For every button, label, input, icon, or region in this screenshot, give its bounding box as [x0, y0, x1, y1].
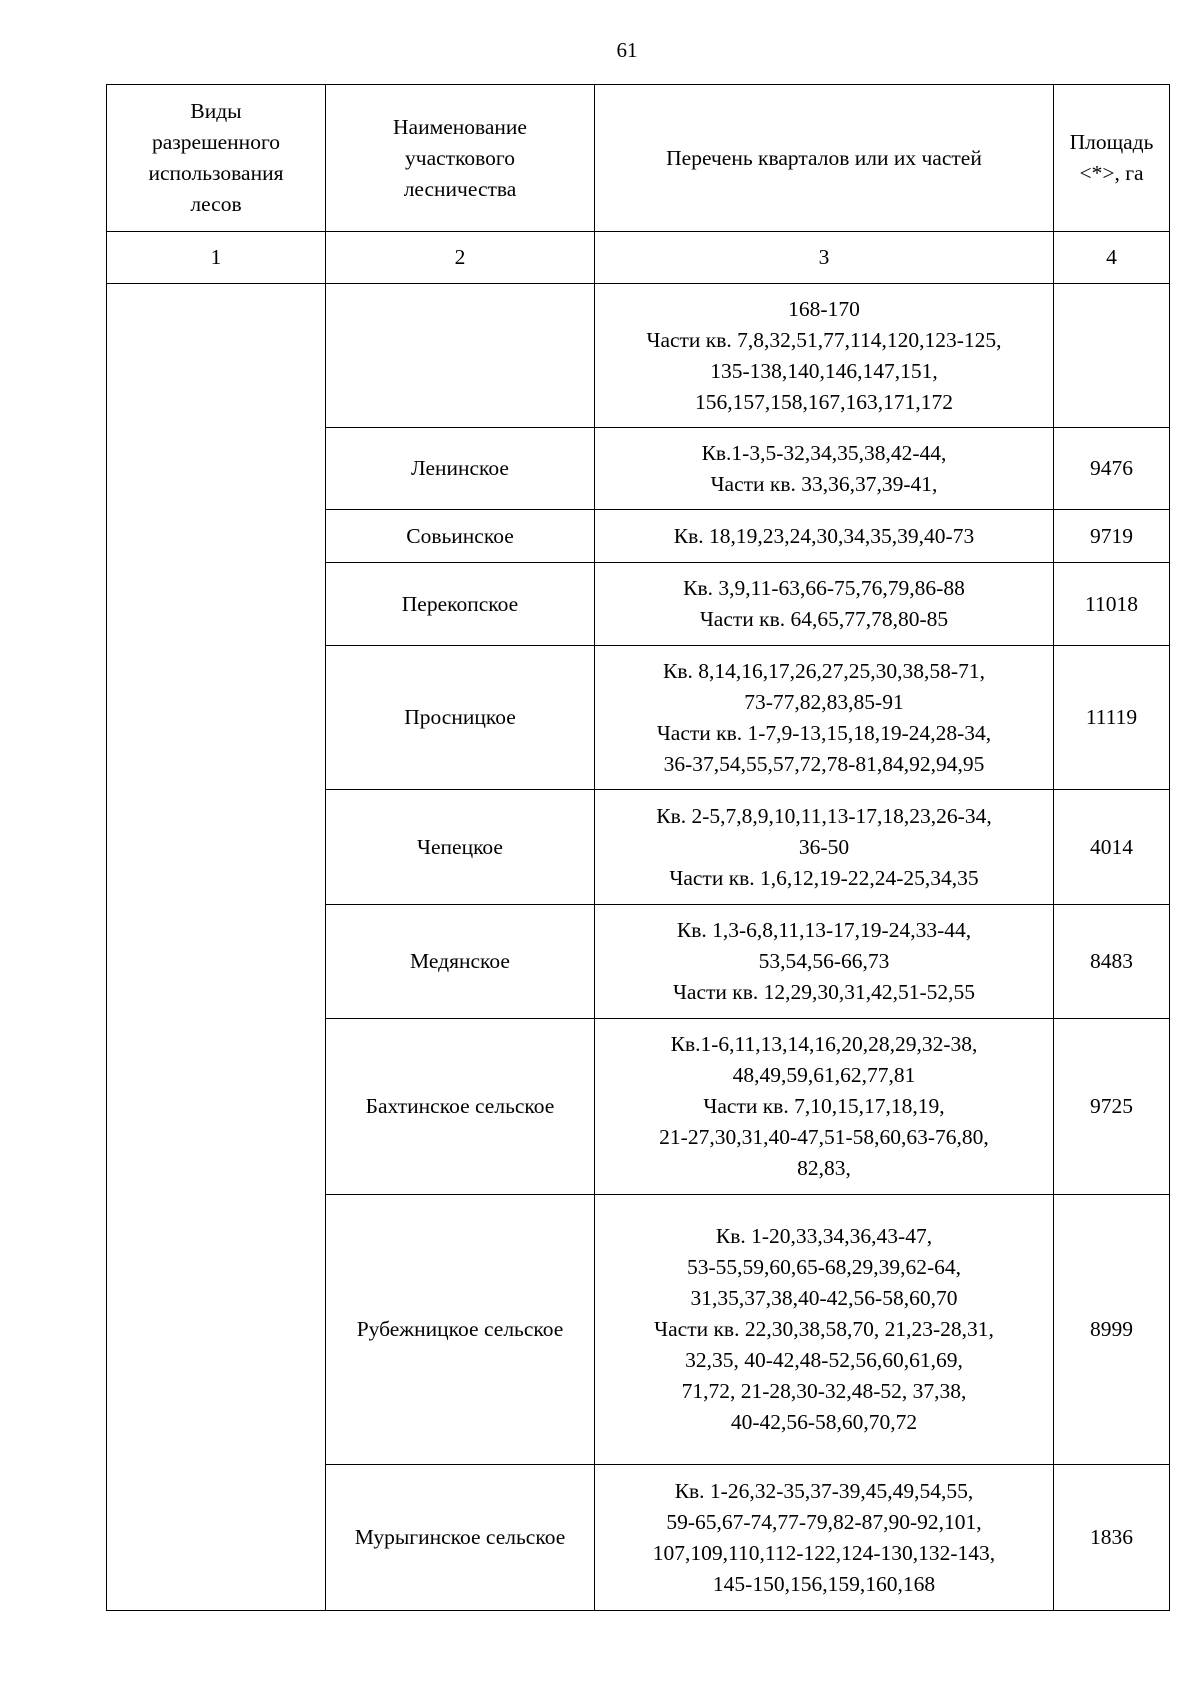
table-row: [107, 284, 1170, 428]
area-value: 1836: [1054, 1465, 1170, 1611]
column-number: 4: [1054, 232, 1170, 284]
area-value: 9725: [1054, 1019, 1170, 1195]
quarters-list: Кв.1-6,11,13,14,16,20,28,29,32-38, 48,49,59,61,62,77,81 Части кв. 7,10,15,17,18,19, 21-27,30,31,40-47,51-58,60,63-76,80, 82,83,: [595, 1019, 1054, 1195]
table-header-row: [107, 85, 1170, 232]
district-name: [326, 284, 595, 428]
quarters-list: Кв. 1-20,33,34,36,43-47, 53-55,59,60,65-68,29,39,62-64, 31,35,37,38,40-42,56-58,60,70 Части кв. 22,30,38,58,70, 21,23-28,31, 32,35, 40-42,48-52,56,60,61,69, 71,72, 21-28,30-32,48-52, 37,38, 40-42,56-58,60,70,72: [595, 1195, 1054, 1465]
quarters-list: Кв. 2-5,7,8,9,10,11,13-17,18,23,26-34, 36-50 Части кв. 1,6,12,19-22,24-25,34,35: [595, 790, 1054, 905]
district-name: Перекопское: [326, 563, 595, 646]
area-value: 8999: [1054, 1195, 1170, 1465]
column-number-row: [107, 232, 1170, 284]
forest-quarters-table: [106, 84, 1170, 1611]
header-district-name: Наименование участкового лесничества: [326, 85, 595, 232]
district-name: Медянское: [326, 905, 595, 1019]
area-value: 11018: [1054, 563, 1170, 646]
quarters-list: Кв.1-3,5-32,34,35,38,42-44, Части кв. 33,36,37,39-41,: [595, 428, 1054, 510]
usage-type-cell: [107, 284, 326, 1611]
column-number: 2: [326, 232, 595, 284]
column-number: 1: [107, 232, 326, 284]
header-area: Площадь <*>, га: [1054, 85, 1170, 232]
area-value: [1054, 284, 1170, 428]
district-name: Бахтинское сельское: [326, 1019, 595, 1195]
area-value: 8483: [1054, 905, 1170, 1019]
page-number: 61: [616, 38, 638, 62]
area-value: 11119: [1054, 646, 1170, 790]
quarters-list: Кв. 8,14,16,17,26,27,25,30,38,58-71, 73-77,82,83,85-91 Части кв. 1-7,9-13,15,18,19-24,28-34, 36-37,54,55,57,72,78-81,84,92,94,95: [595, 646, 1054, 790]
area-value: 9719: [1054, 510, 1170, 563]
district-name: Совьинское: [326, 510, 595, 563]
district-name: Ленинское: [326, 428, 595, 510]
column-number: 3: [595, 232, 1054, 284]
quarters-list: Кв. 3,9,11-63,66-75,76,79,86-88 Части кв. 64,65,77,78,80-85: [595, 563, 1054, 646]
quarters-list: 168-170 Части кв. 7,8,32,51,77,114,120,123-125, 135-138,140,146,147,151, 156,157,158,167,163,171,172: [595, 284, 1054, 428]
area-value: 4014: [1054, 790, 1170, 905]
header-usage-types: Виды разрешенного использования лесов: [107, 85, 326, 232]
district-name: Рубежницкое сельское: [326, 1195, 595, 1465]
district-name: Мурыгинское сельское: [326, 1465, 595, 1611]
quarters-list: Кв. 1,3-6,8,11,13-17,19-24,33-44, 53,54,56-66,73 Части кв. 12,29,30,31,42,51-52,55: [595, 905, 1054, 1019]
header-quarters-list: Перечень кварталов или их частей: [595, 85, 1054, 232]
area-value: 9476: [1054, 428, 1170, 510]
district-name: Просницкое: [326, 646, 595, 790]
quarters-list: Кв. 18,19,23,24,30,34,35,39,40-73: [595, 510, 1054, 563]
quarters-list: Кв. 1-26,32-35,37-39,45,49,54,55, 59-65,67-74,77-79,82-87,90-92,101, 107,109,110,112-122,124-130,132-143, 145-150,156,159,160,168: [595, 1465, 1054, 1611]
district-name: Чепецкое: [326, 790, 595, 905]
